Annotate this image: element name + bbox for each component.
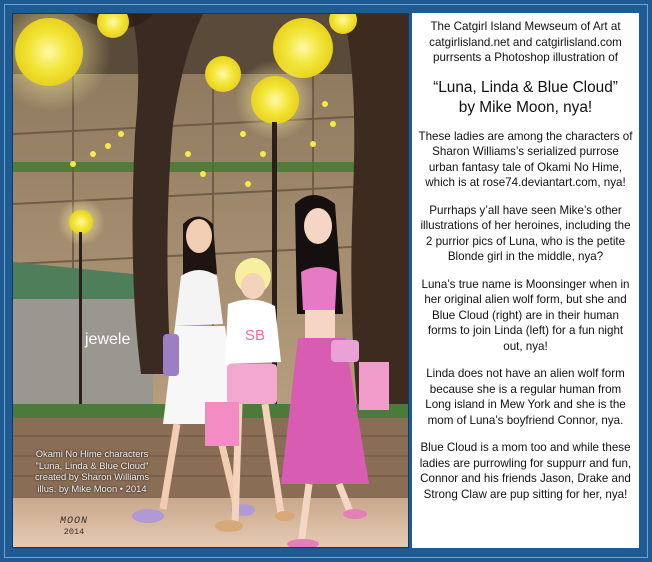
description-paragraph: Linda does not have an alien wolf form because she is a regular human from Long island in Mew York and she is the mom of Luna’s boyfriend Connor, nya. <box>425 367 626 427</box>
linda-purse <box>163 334 179 376</box>
small-light-pole <box>79 232 82 422</box>
lantern-mid <box>205 56 241 92</box>
artwork-title-block <box>417 78 634 118</box>
small-streetlight <box>69 210 93 234</box>
artwork-byline: by Mike Moon, nya! <box>458 98 593 116</box>
streetlight-lamp <box>251 76 299 124</box>
description-panel <box>412 13 639 548</box>
luna-shirt-letters: SB <box>245 327 266 344</box>
intro-text: The Catgirl Island Mewseum of Art at catgirlisland.net and catgirlisland.com purrsents a Photoshop illustration of <box>429 20 622 64</box>
artwork-caption <box>19 448 165 494</box>
signature-year: 2014 <box>63 527 85 537</box>
artwork-title: “Luna, Linda & Blue Cloud” <box>433 78 618 96</box>
description-paragraph: These ladies are among the characters of Sharon Williams’s serialized purrose urban fantasy tale of Okami No Hime, which is at rose74.deviantart.com, nya! <box>418 129 633 189</box>
storefront-sign: jewele <box>85 331 131 348</box>
caption-line: "Luna, Linda & Blue Cloud" <box>35 459 149 471</box>
illustration <box>12 13 409 548</box>
blue-cloud-waist-bag <box>331 340 359 362</box>
description-paragraph: Luna’s true name is Moonsinger when in her original alien wolf form, but she and Blue Cloud (right) are in their human forms to join Linda (left) for a fun night out, nya! <box>421 277 630 353</box>
shop-window <box>13 299 153 409</box>
description-paragraph: Purrhaps y’all have seen Mike’s other illustrations of her heroines, including the 2 purrior pics of Luna, who is the petite Blonde girl in the middle, nya? <box>420 203 631 263</box>
caption-line: Okami No Hime characters <box>35 448 149 459</box>
luna-shopping-bag <box>205 402 239 446</box>
blue-cloud-shopping-bag <box>359 362 389 410</box>
signature-name: MOON <box>59 516 88 527</box>
caption-line: illus. by Mike Moon • 2014 <box>37 482 147 494</box>
caption-line: created by Sharon Williams <box>34 471 150 482</box>
lantern-large-left <box>15 18 83 86</box>
description-paragraph: Blue Cloud is a mom too and while these ladies are purrowling for suppurr and fun, Connor and his friends Jason, Drake and Strong Claw are pup sitting for her, nya! <box>419 441 632 501</box>
artist-signature <box>39 517 109 537</box>
